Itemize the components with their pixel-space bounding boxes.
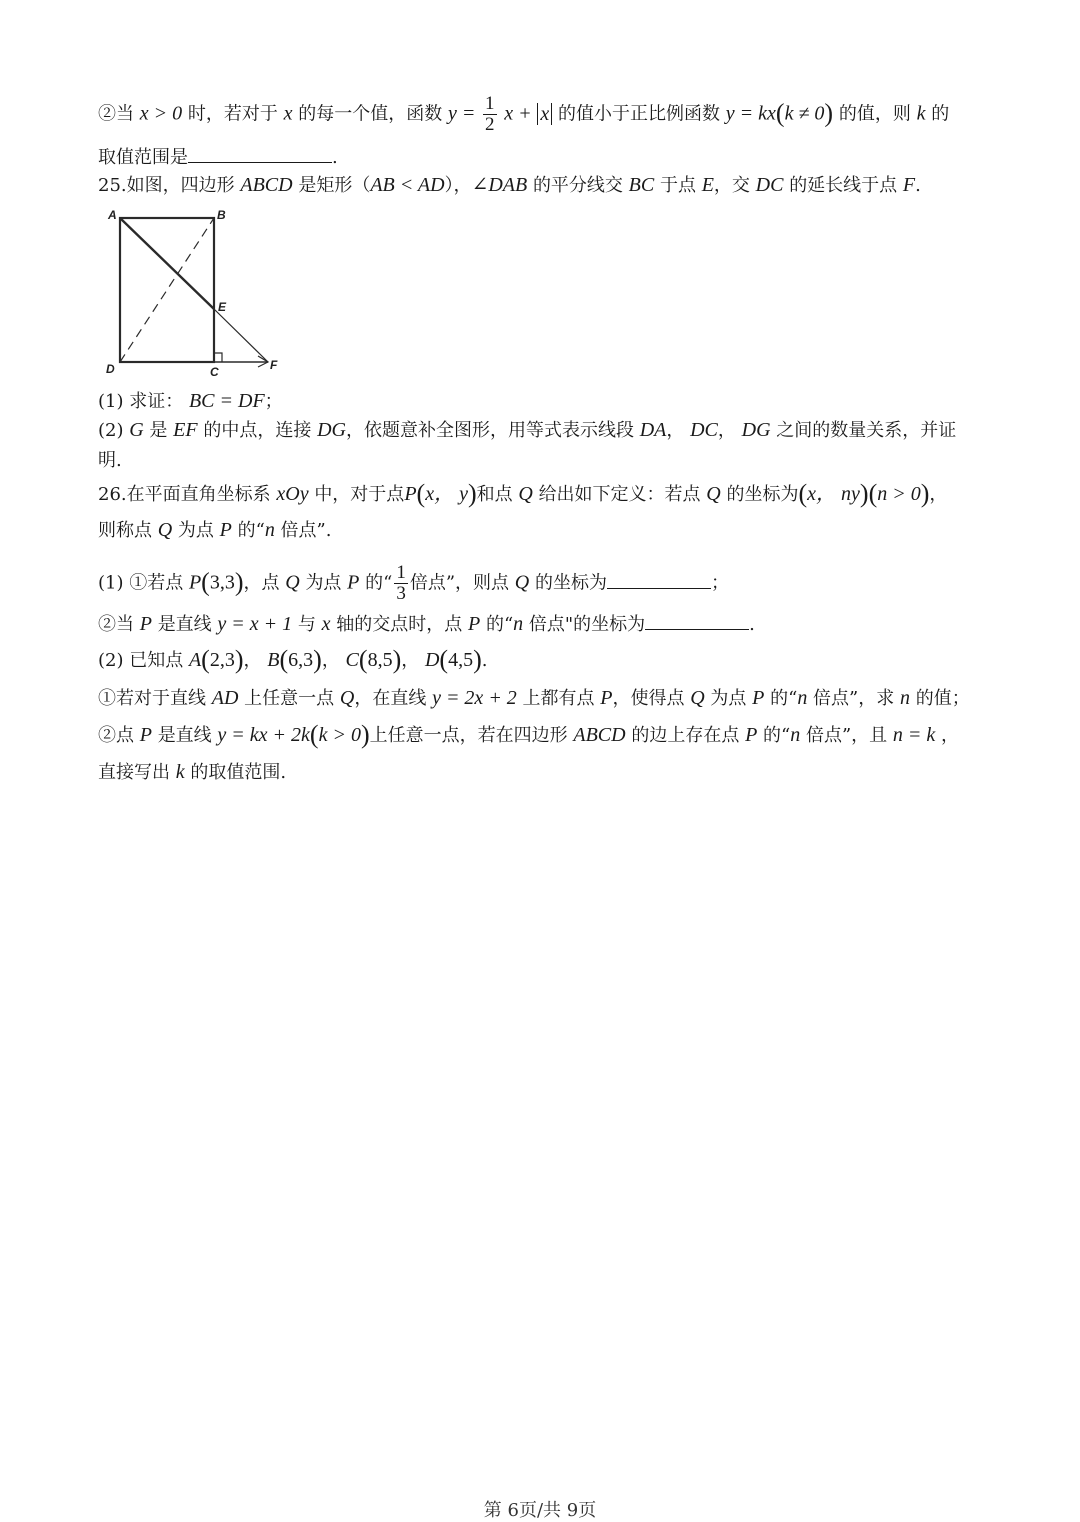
label-e: E [218,300,227,314]
text: 与 [297,614,316,635]
paren: ) [360,720,370,749]
text: ②当 [98,103,134,125]
text: 为点 [710,688,747,709]
paren: ) [473,645,482,674]
text: 的边上存在点 [631,725,740,746]
frac-den: 3 [396,583,406,604]
math-var: n [899,687,910,709]
paren: ) [467,479,477,508]
math-var: n [790,724,801,746]
label-f: F [270,358,278,372]
math-expr: x > 0 [139,102,183,125]
math-expr: 2,3 [209,649,235,671]
paren: )( [859,479,878,508]
text: ，使得点 [612,688,685,709]
math-expr: k > 0 [318,724,361,746]
text: (2) [98,420,124,441]
frac-num: 1 [396,562,406,583]
text: ①若对于直线 [98,688,206,709]
q25-part2-cont [98,449,122,473]
math-var: P [219,519,232,541]
math-var: BC [628,174,655,196]
math-expr: y = 2x + 2 [432,687,517,709]
text: 取值范围是 [98,147,188,168]
math-var: P [188,571,202,594]
q25-part2 [98,418,956,443]
math-var: k [175,761,185,783]
q25-figure [100,205,290,383]
label-a: A [108,208,117,222]
math-var: k [916,102,926,125]
paren: ) [920,479,930,508]
text: ， [243,650,262,671]
text: . [915,175,921,196]
text: 直接写出 [98,762,170,783]
text: 倍点”，则点 [409,572,510,594]
text: ②当 [98,614,134,635]
math-var: ABCD [573,724,626,746]
math-var: P [139,724,152,746]
text: ， [666,420,685,441]
math-expr: y = [447,102,476,125]
text: 的 [931,103,950,125]
math-var: P [347,571,360,594]
math-expr: ∠DAB [471,174,528,196]
text: 是矩形（ [298,175,371,196]
text: 26.在平面直角坐标系 [98,484,271,505]
fraction-third [394,563,408,604]
text: ， [941,725,959,746]
text: . [481,650,488,671]
text: 中，对于点 [314,484,405,505]
paren: ) [313,645,322,674]
math-expr: 6,3 [288,649,314,671]
label-c: C [210,365,219,379]
text: 的坐标为 [534,572,607,594]
paren: ( [439,645,449,674]
text: 和点 [476,484,513,505]
text: ）， [444,175,472,196]
text: ， [401,650,420,671]
q26-part2-2-cont [98,760,286,785]
math-expr: 3,3 [209,571,235,594]
math-expr: 8,5 [367,649,393,671]
math-var: DC [690,419,718,441]
segment-ae [120,218,214,309]
text: 轴的交点时，点 [336,614,463,635]
math-var: P [468,613,481,635]
paren: ( [775,98,785,128]
text: 的每一个值，函数 [298,103,443,125]
math-expr: 4,5 [448,649,474,671]
math-var: D [424,649,440,671]
paren: ) [234,567,244,597]
math-var: E [701,174,714,196]
text: ，交 [713,175,750,196]
frac-den: 2 [485,114,495,135]
text: 的“ [237,520,265,541]
math-var: G [129,419,144,441]
paren: ( [279,645,289,674]
math-var: n [513,613,524,635]
label-b: B [217,208,226,222]
math-var: x [321,613,331,635]
math-var: n [264,519,275,541]
math-var: Q [514,571,530,594]
math-var: B [267,649,280,671]
math-var: Q [690,687,705,709]
answer-blank[interactable] [188,144,332,163]
q26-part2-1 [98,686,970,711]
text: 之间的数量关系，并证 [776,420,957,441]
text: 的中点，连接 [203,420,312,441]
math-var: Q [518,483,533,505]
text: 上都有点 [522,688,595,709]
math-var: P [600,687,613,709]
math-expr: y = x + 1 [217,613,293,635]
q26-part2 [98,645,488,674]
label-d: D [106,362,115,376]
text: 则称点 [98,520,152,541]
math-expr: k ≠ 0 [784,102,825,125]
math-var: x [283,102,293,125]
text: 是 [149,420,168,441]
text: 的“ [770,688,798,709]
rectangle-abcd [120,218,214,362]
text: (1) ①若点 [98,572,184,594]
diagonal-db [120,218,214,362]
text: 倍点”，求 [813,688,895,709]
text: ，点 [243,572,280,594]
text: 25.如图，四边形 [98,175,235,196]
text: 的坐标为 [726,484,799,505]
paren: ) [392,645,402,674]
math-var: C [345,649,359,671]
text: ②点 [98,725,134,746]
q26-part1-1 [98,563,729,604]
math-expr: n > 0 [877,483,921,505]
text: 是直线 [157,614,212,635]
text: 时，若对于 [187,103,278,125]
text: 上任意一点 [244,688,335,709]
text: . [332,147,338,168]
text: 为点 [305,572,342,594]
text: 的值，则 [838,103,911,125]
math-expr: x + [504,102,532,125]
math-var: P [139,613,152,635]
math-var: P [745,724,758,746]
text: 的延长线于点 [789,175,898,196]
text: ， [321,650,340,671]
q25-part1 [98,389,283,414]
math-var: A [188,649,202,671]
text: 倍点"的坐标为 [528,614,646,635]
q26-part1-2 [98,611,755,637]
text: . [749,614,755,635]
q25-stem [98,173,921,198]
text: (2) 已知点 [98,650,184,671]
paren: ( [798,479,808,508]
math-var: DC [755,174,784,196]
text: 倍点”. [280,520,332,541]
q26-stem-line2 [98,518,331,543]
paren: ) [824,98,834,128]
text: 于点 [659,175,696,196]
math-expr: BC = DF [188,390,265,412]
math-var: DG [317,419,346,441]
text: 明. [98,450,122,471]
text: 为点 [177,520,214,541]
text: ，依题意补全图形，用等式表示线段 [345,420,634,441]
math-var: xOy [276,483,309,505]
math-var: EF [173,419,198,441]
math-expr: y = kx [725,102,776,125]
q26-stem-line1 [98,479,948,508]
text: ， [717,420,736,441]
math-var: DG [741,419,771,441]
text: 是直线 [157,725,212,746]
answer-blank[interactable] [607,570,711,589]
text: 的平分线交 [532,175,623,196]
q24-part2-line2 [98,144,338,170]
math-var: Q [339,687,355,709]
text: 的值； [915,688,970,709]
math-expr: y = kx + 2k [217,724,310,746]
text: 倍点”，且 [805,725,888,746]
text: ， [929,484,948,505]
math-var: DA [639,419,667,441]
paren: ) [234,645,244,674]
paren: ( [309,720,319,749]
math-var: F [902,174,916,196]
math-var: Q [285,571,300,594]
text: 给出如下定义：若点 [538,484,701,505]
paren: ( [358,645,368,674]
text: 的取值范围. [190,762,287,783]
math-var: P [404,483,417,505]
math-expr: x， ny [807,483,860,505]
text: ； [264,391,283,412]
q26-part2-2 [98,720,959,749]
math-var: Q [157,519,173,541]
fraction-half [483,94,497,135]
paren: ( [416,479,426,508]
math-var: P [752,687,765,709]
abs-value: x [537,103,552,125]
text: 上任意一点，若在四边形 [369,725,568,746]
text: 的“ [763,725,791,746]
q24-part2-line1 [98,94,949,135]
right-angle-mark [214,353,222,362]
math-expr: n = k [892,724,936,746]
answer-blank[interactable] [645,611,749,630]
math-var: n [797,687,808,709]
text: (1) 求证： [98,391,184,412]
text: ，在直线 [354,688,427,709]
text: 的“ [485,614,514,635]
text: ； [710,572,729,594]
paren: ( [201,567,210,597]
paren: ( [201,645,210,674]
page-footer: 第 6页/共 9页 [483,1500,597,1521]
math-expr: AB < AD [370,174,445,196]
math-var: Q [706,483,721,505]
text: 的值小于正比例函数 [558,103,721,125]
frac-num: 1 [485,93,495,114]
text: 的“ [365,572,393,594]
math-var: ABCD [240,174,293,196]
math-expr: x， y [425,483,468,505]
math-var: AD [211,687,239,709]
